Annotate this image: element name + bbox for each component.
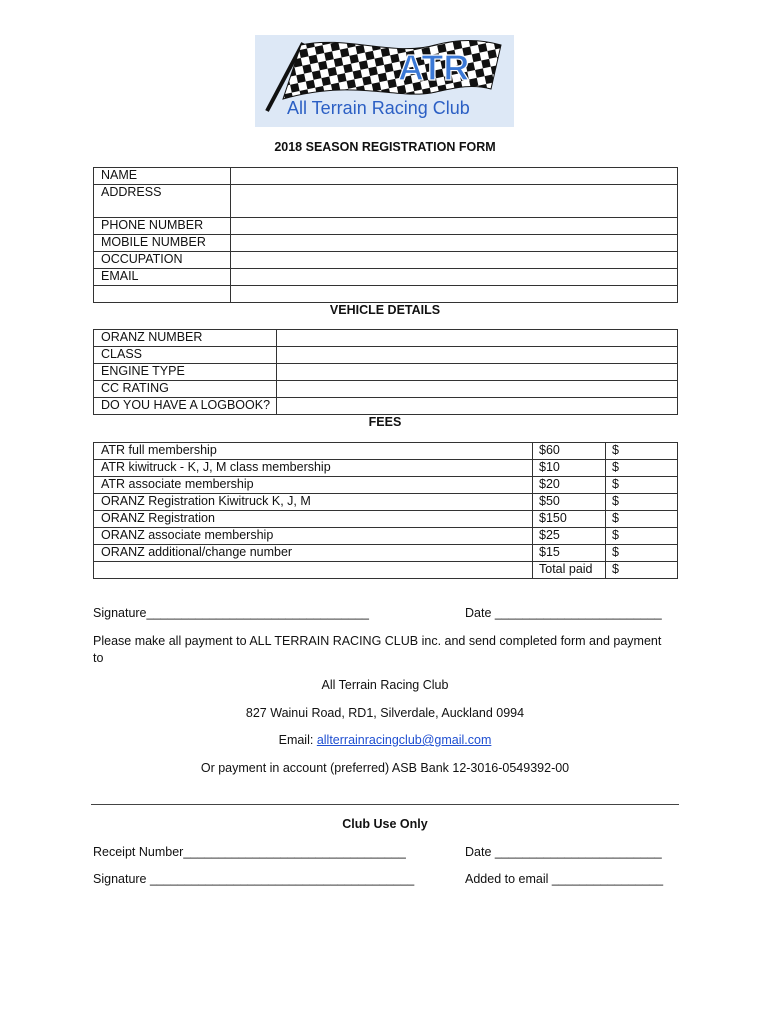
fee-price: $150 — [533, 511, 606, 528]
fee-price: $10 — [533, 460, 606, 477]
mobile-field[interactable] — [231, 235, 678, 252]
fee-item: ORANZ Registration Kiwitruck K, J, M — [94, 494, 533, 511]
vehicle-heading: VEHICLE DETAILS — [329, 303, 441, 317]
class-label: CLASS — [94, 347, 277, 364]
fee-item — [94, 562, 533, 579]
fee-price: $25 — [533, 528, 606, 545]
club-address: 827 Wainui Road, RD1, Silverdale, Auckland 0994 — [245, 706, 525, 720]
cc-rating-label: CC RATING — [94, 381, 277, 398]
table-row — [94, 398, 678, 415]
fee-paid-field[interactable]: $ — [606, 494, 678, 511]
table-row — [94, 252, 678, 269]
fee-price: $50 — [533, 494, 606, 511]
fee-price: $20 — [533, 477, 606, 494]
fee-item: ATR associate membership — [94, 477, 533, 494]
table-row — [94, 562, 678, 579]
mobile-label: MOBILE NUMBER — [94, 235, 231, 252]
email-link[interactable]: allterrainracingclub@gmail.com — [316, 733, 492, 747]
table-row — [94, 477, 678, 494]
table-row — [94, 168, 678, 185]
table-row — [94, 286, 678, 303]
fee-price: $15 — [533, 545, 606, 562]
club-name: All Terrain Racing Club — [321, 678, 449, 692]
table-row — [94, 443, 678, 460]
blank-field[interactable] — [231, 286, 678, 303]
email-label: EMAIL — [94, 269, 231, 286]
fee-item: ATR full membership — [94, 443, 533, 460]
club-date-line[interactable]: Date ________________________ — [465, 845, 662, 859]
table-row — [94, 235, 678, 252]
club-signature-line[interactable]: Signature ______________________________________ — [93, 872, 415, 886]
oranz-number-label: ORANZ NUMBER — [94, 330, 277, 347]
name-label: NAME — [94, 168, 231, 185]
fee-price: $60 — [533, 443, 606, 460]
class-field[interactable] — [277, 347, 678, 364]
fee-paid-field[interactable]: $ — [606, 443, 678, 460]
email-label-text: Email: — [278, 733, 317, 747]
email-field[interactable] — [231, 269, 678, 286]
fee-paid-field[interactable]: $ — [606, 511, 678, 528]
total-paid-field[interactable]: $ — [606, 562, 678, 579]
club-email — [0, 733, 770, 747]
engine-type-field[interactable] — [277, 364, 678, 381]
signature-line[interactable]: Signature________________________________ — [93, 606, 369, 620]
address-field[interactable] — [231, 185, 678, 218]
fee-item: ATR kiwitruck - K, J, M class membership — [94, 460, 533, 477]
fee-paid-field[interactable]: $ — [606, 545, 678, 562]
date-line[interactable]: Date ________________________ — [465, 606, 662, 620]
oranz-number-field[interactable] — [277, 330, 678, 347]
fee-paid-field[interactable]: $ — [606, 460, 678, 477]
occupation-label: OCCUPATION — [94, 252, 231, 269]
table-row — [94, 381, 678, 398]
bank-details: Or payment in account (preferred) ASB Bank 12-3016-0549392-00 — [200, 761, 570, 775]
table-row — [94, 460, 678, 477]
fee-item: ORANZ associate membership — [94, 528, 533, 545]
fee-paid-field[interactable]: $ — [606, 477, 678, 494]
cc-rating-field[interactable] — [277, 381, 678, 398]
checkered-flag-icon — [255, 35, 514, 127]
fee-item: ORANZ additional/change number — [94, 545, 533, 562]
blank-label — [94, 286, 231, 303]
table-row — [94, 545, 678, 562]
form-title: 2018 SEASON REGISTRATION FORM — [274, 140, 496, 154]
payment-instructions-cont: to — [93, 651, 104, 665]
phone-label: PHONE NUMBER — [94, 218, 231, 235]
phone-field[interactable] — [231, 218, 678, 235]
logbook-label: DO YOU HAVE A LOGBOOK? — [94, 398, 277, 415]
occupation-field[interactable] — [231, 252, 678, 269]
fee-item: ORANZ Registration — [94, 511, 533, 528]
table-row — [94, 185, 678, 218]
engine-type-label: ENGINE TYPE — [94, 364, 277, 381]
logbook-field[interactable] — [277, 398, 678, 415]
table-row — [94, 364, 678, 381]
svg-text:All Terrain Racing Club: All Terrain Racing Club — [287, 98, 470, 118]
total-paid-label: Total paid — [533, 562, 606, 579]
fees-table — [93, 442, 678, 579]
table-row — [94, 269, 678, 286]
table-row — [94, 347, 678, 364]
payment-instructions: Please make all payment to ALL TERRAIN RACING CLUB inc. and send completed form and payment — [93, 634, 662, 648]
table-row — [94, 218, 678, 235]
table-row — [94, 494, 678, 511]
svg-text:ATR: ATR — [398, 47, 470, 88]
club-logo — [255, 35, 514, 127]
fees-heading: FEES — [368, 415, 402, 429]
table-row — [94, 528, 678, 545]
added-to-email-line[interactable]: Added to email ________________ — [465, 872, 664, 886]
table-row — [94, 330, 678, 347]
club-use-heading: Club Use Only — [342, 817, 428, 831]
table-row — [94, 511, 678, 528]
personal-details-table — [93, 167, 678, 303]
address-label: ADDRESS — [94, 185, 231, 218]
receipt-number-line[interactable]: Receipt Number________________________________ — [93, 845, 406, 859]
vehicle-details-table — [93, 329, 678, 415]
name-field[interactable] — [231, 168, 678, 185]
divider — [91, 804, 679, 805]
fee-paid-field[interactable]: $ — [606, 528, 678, 545]
